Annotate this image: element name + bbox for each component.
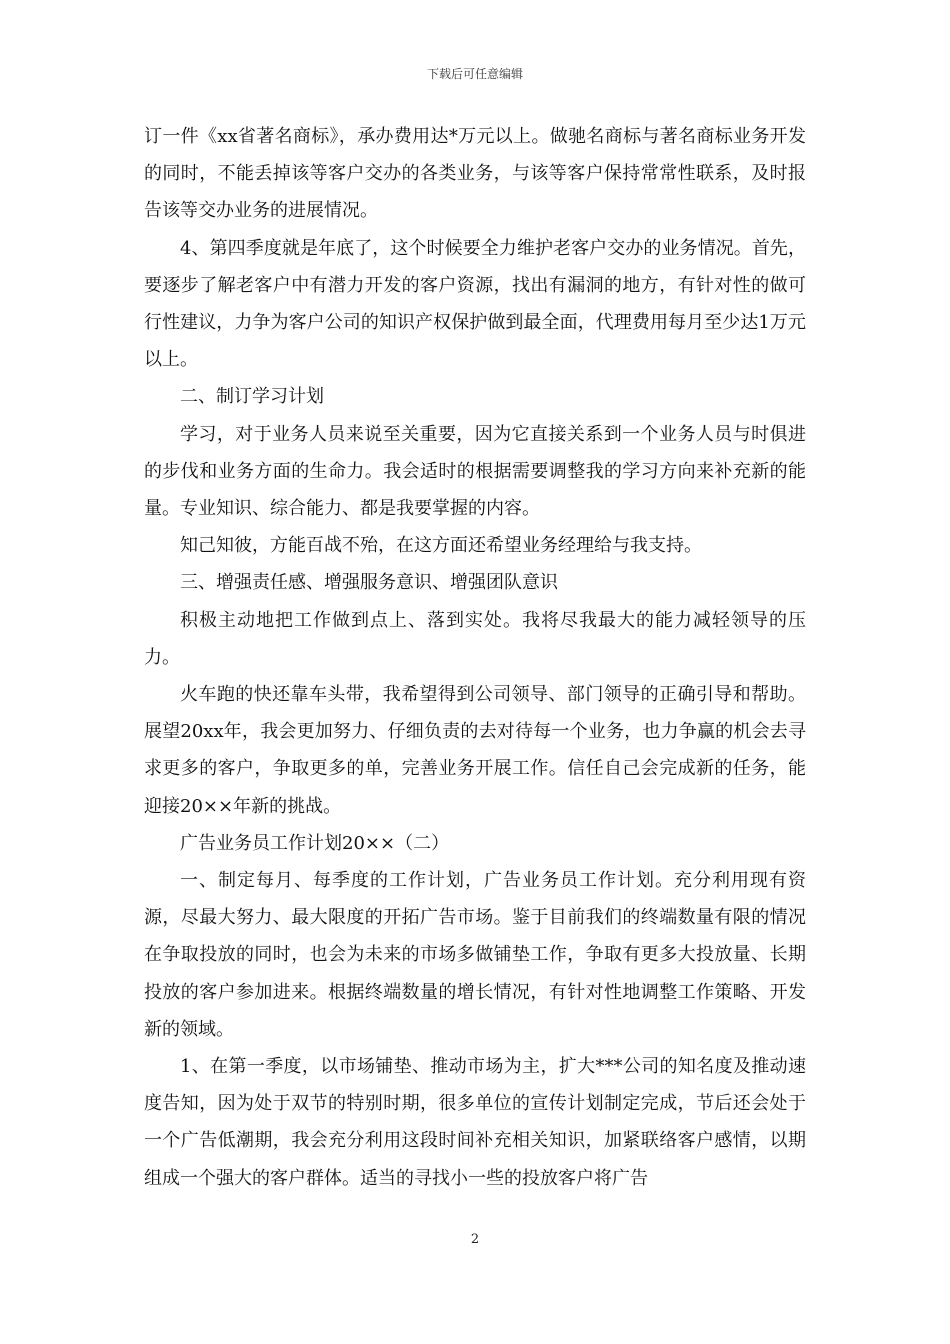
- heading-ad-plan-two: 广告业务员工作计划20××（二）: [180, 832, 450, 854]
- document-body: [144, 118, 806, 1197]
- paragraph-trademark-continuation: 订一件《xx省著名商标》，承办费用达*万元以上。做驰名商标与著名商标业务开发的同时，不能丢掉该等客户交办的各类业务，与该等客户保持常常性联系，及时报告该等交办业务的进展情况。: [144, 126, 806, 222]
- heading-learning-plan: 二、制订学习计划: [180, 386, 324, 408]
- paragraph-know-yourself: 知己知彼，方能百战不殆，在这方面还希望业务经理给与我支持。: [180, 535, 702, 557]
- heading-responsibility: 三、增强责任感、增强服务意识、增强团队意识: [180, 572, 558, 594]
- download-note: 下载后可任意编辑: [426, 67, 523, 81]
- paragraph-fourth-quarter: 4、第四季度就是年底了，这个时候要全力维护老客户交办的业务情况。首先，要逐步了解老客户中有潜力开发的客户资源，找出有漏洞的地方，有针对性的做可行性建议，力争为客户公司的知识产权保护做到最全面，代理费用每月至少达1万元以上。: [144, 237, 806, 371]
- paragraph-first-quarter: 1、在第一季度，以市场铺垫、推动市场为主，扩大***公司的知名度及推动速度告知，因为处于双节的特别时期，很多单位的宣传计划制定完成，节后还会处于一个广告低潮期，我会充分利用这段时间补充相关知识，加紧联络客户感情，以期组成一个强大的客户群体。适当的寻找小一些的投放客户将广告: [144, 1056, 806, 1189]
- paragraph-leadership-guidance: 火车跑的快还靠车头带，我希望得到公司领导、部门领导的正确引导和帮助。展望20xx年，我会更加努力、仔细负责的去对待每一个业务，也力争赢的机会去寻求更多的客户，争取更多的单，完善业务开展工作。信任自己会完成新的任务，能迎接20××年新的挑战。: [144, 684, 806, 817]
- paragraph-learning: 学习，对于业务人员来说至关重要，因为它直接关系到一个业务人员与时俱进的步伐和业务方面的生命力。我会适时的根据需要调整我的学习方向来补充新的能量。专业知识、综合能力、都是我要掌握的内容。: [144, 423, 806, 520]
- page-number: 2: [470, 1232, 480, 1247]
- paragraph-monthly-plan: 一、制定每月、每季度的工作计划，广告业务员工作计划。充分利用现有资源，尽最大努力、最大限度的开拓广告市场。鉴于目前我们的终端数量有限的情况在争取投放的同时，也会为未来的市场多做铺垫工作，争取有更多大投放量、长期投放的客户参加进来。根据终端数量的增长情况，有针对性地调整工作策略、开发新的领域。: [144, 870, 806, 1040]
- paragraph-proactive-work: 积极主动地把工作做到点上、落到实处。我将尽我最大的能力减轻领导的压力。: [144, 609, 806, 668]
